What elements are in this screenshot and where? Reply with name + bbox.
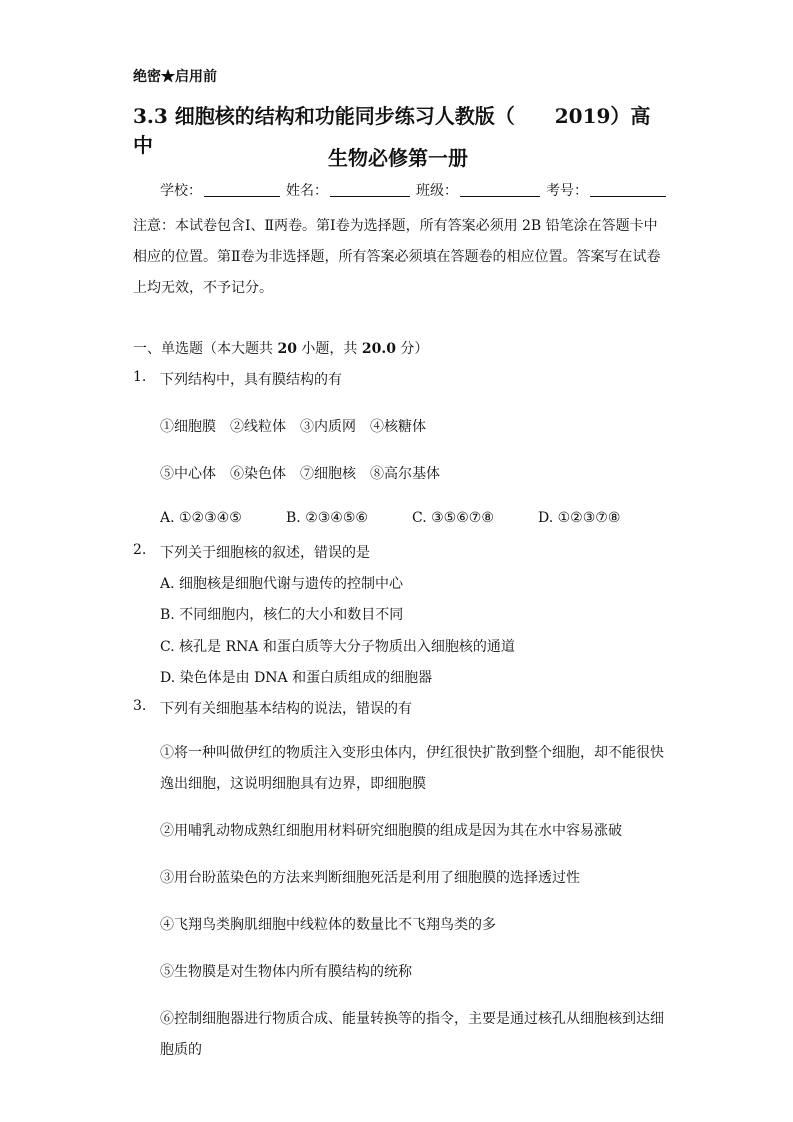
school-label: 学校： xyxy=(160,183,202,199)
page-title-line1: 3.3 细胞核的结构和功能同步练习人教版（ 2019）高中 xyxy=(133,104,651,157)
school-blank[interactable] xyxy=(204,195,280,197)
option-a[interactable]: A. 细胞核是细胞代谢与遗传的控制中心 xyxy=(160,576,404,592)
question-number: 1. xyxy=(133,369,147,385)
section-score: 20.0 xyxy=(361,341,396,357)
school-field[interactable] xyxy=(160,180,280,200)
question-stem: 下列关于细胞核的叙述，错误的是 xyxy=(160,545,370,561)
class-field[interactable] xyxy=(416,180,540,200)
exam-number-field[interactable] xyxy=(546,180,666,200)
section-mid: 小题，共 xyxy=(296,341,362,357)
name-label: 姓名： xyxy=(286,183,328,199)
name-blank[interactable] xyxy=(330,195,410,197)
name-field[interactable] xyxy=(286,180,410,200)
question-stem: 下列结构中，具有膜结构的有 xyxy=(160,372,342,388)
statement-item: ⑥控制细胞器进行物质合成、能量转换等的指令，主要是通过核孔从细胞核到达细胞质的 xyxy=(160,1011,664,1058)
option-c[interactable]: C. ③⑤⑥⑦⑧ xyxy=(412,510,494,526)
statement-item: ③用台盼蓝染色的方法来判断细胞死活是利用了细胞膜的选择透过性 xyxy=(160,870,580,886)
statement-item: ④飞翔鸟类胸肌细胞中线粒体的数量比不飞翔鸟类的多 xyxy=(160,917,496,933)
exam-number-blank[interactable] xyxy=(590,195,666,197)
question-number: 3. xyxy=(133,698,147,714)
class-label: 班级： xyxy=(416,183,458,199)
option-d[interactable]: D. ①②③⑦⑧ xyxy=(538,510,621,526)
option-c[interactable]: C. 核孔是 RNA 和蛋白质等大分子物质出入细胞核的通道 xyxy=(160,639,515,655)
statement-item: ①将一种叫做伊红的物质注入变形虫体内，伊红很快扩散到整个细胞，却不能很快逸出细胞，这说明细胞具有边界，即细胞膜 xyxy=(160,745,664,792)
choice-list-line: ⑤中心体 ⑥染色体 ⑦细胞核 ⑧高尔基体 xyxy=(160,466,440,482)
page-title-line2: 生物必修第一册 xyxy=(328,146,468,170)
option-a[interactable]: A. ①②③④⑤ xyxy=(160,510,242,526)
section-prefix: 一、单选题（本大题共 xyxy=(133,341,278,357)
student-info-fields xyxy=(160,180,672,200)
option-d[interactable]: D. 染色体是由 DNA 和蛋白质组成的细胞器 xyxy=(160,670,433,686)
section-heading xyxy=(133,338,428,358)
exam-notice: 注意：本试卷包含Ⅰ、Ⅱ两卷。第Ⅰ卷为选择题，所有答案必须用 2B 铅笔涂在答题卡中相应的位置。第Ⅱ卷为非选择题，所有答案必须填在答题卷的相应位置。答案写在试卷上均无效，不予记分。 xyxy=(133,218,661,296)
choice-list-line: ①细胞膜 ②线粒体 ③内质网 ④核糖体 xyxy=(160,419,426,435)
option-b[interactable]: B. 不同细胞内，核仁的大小和数目不同 xyxy=(160,607,404,623)
question-number: 2. xyxy=(133,542,147,558)
section-suffix: 分） xyxy=(395,341,429,357)
secret-label: 绝密★启用前 xyxy=(133,69,217,85)
class-blank[interactable] xyxy=(460,195,540,197)
statement-item: ②用哺乳动物成熟红细胞用材料研究细胞膜的组成是因为其在水中容易涨破 xyxy=(160,823,622,839)
option-b[interactable]: B. ②③④⑤⑥ xyxy=(286,510,368,526)
question-stem: 下列有关细胞基本结构的说法，错误的有 xyxy=(160,701,412,717)
section-count: 20 xyxy=(277,341,297,357)
exam-number-label: 考号： xyxy=(546,183,588,199)
statement-item: ⑤生物膜是对生物体内所有膜结构的统称 xyxy=(160,964,412,980)
